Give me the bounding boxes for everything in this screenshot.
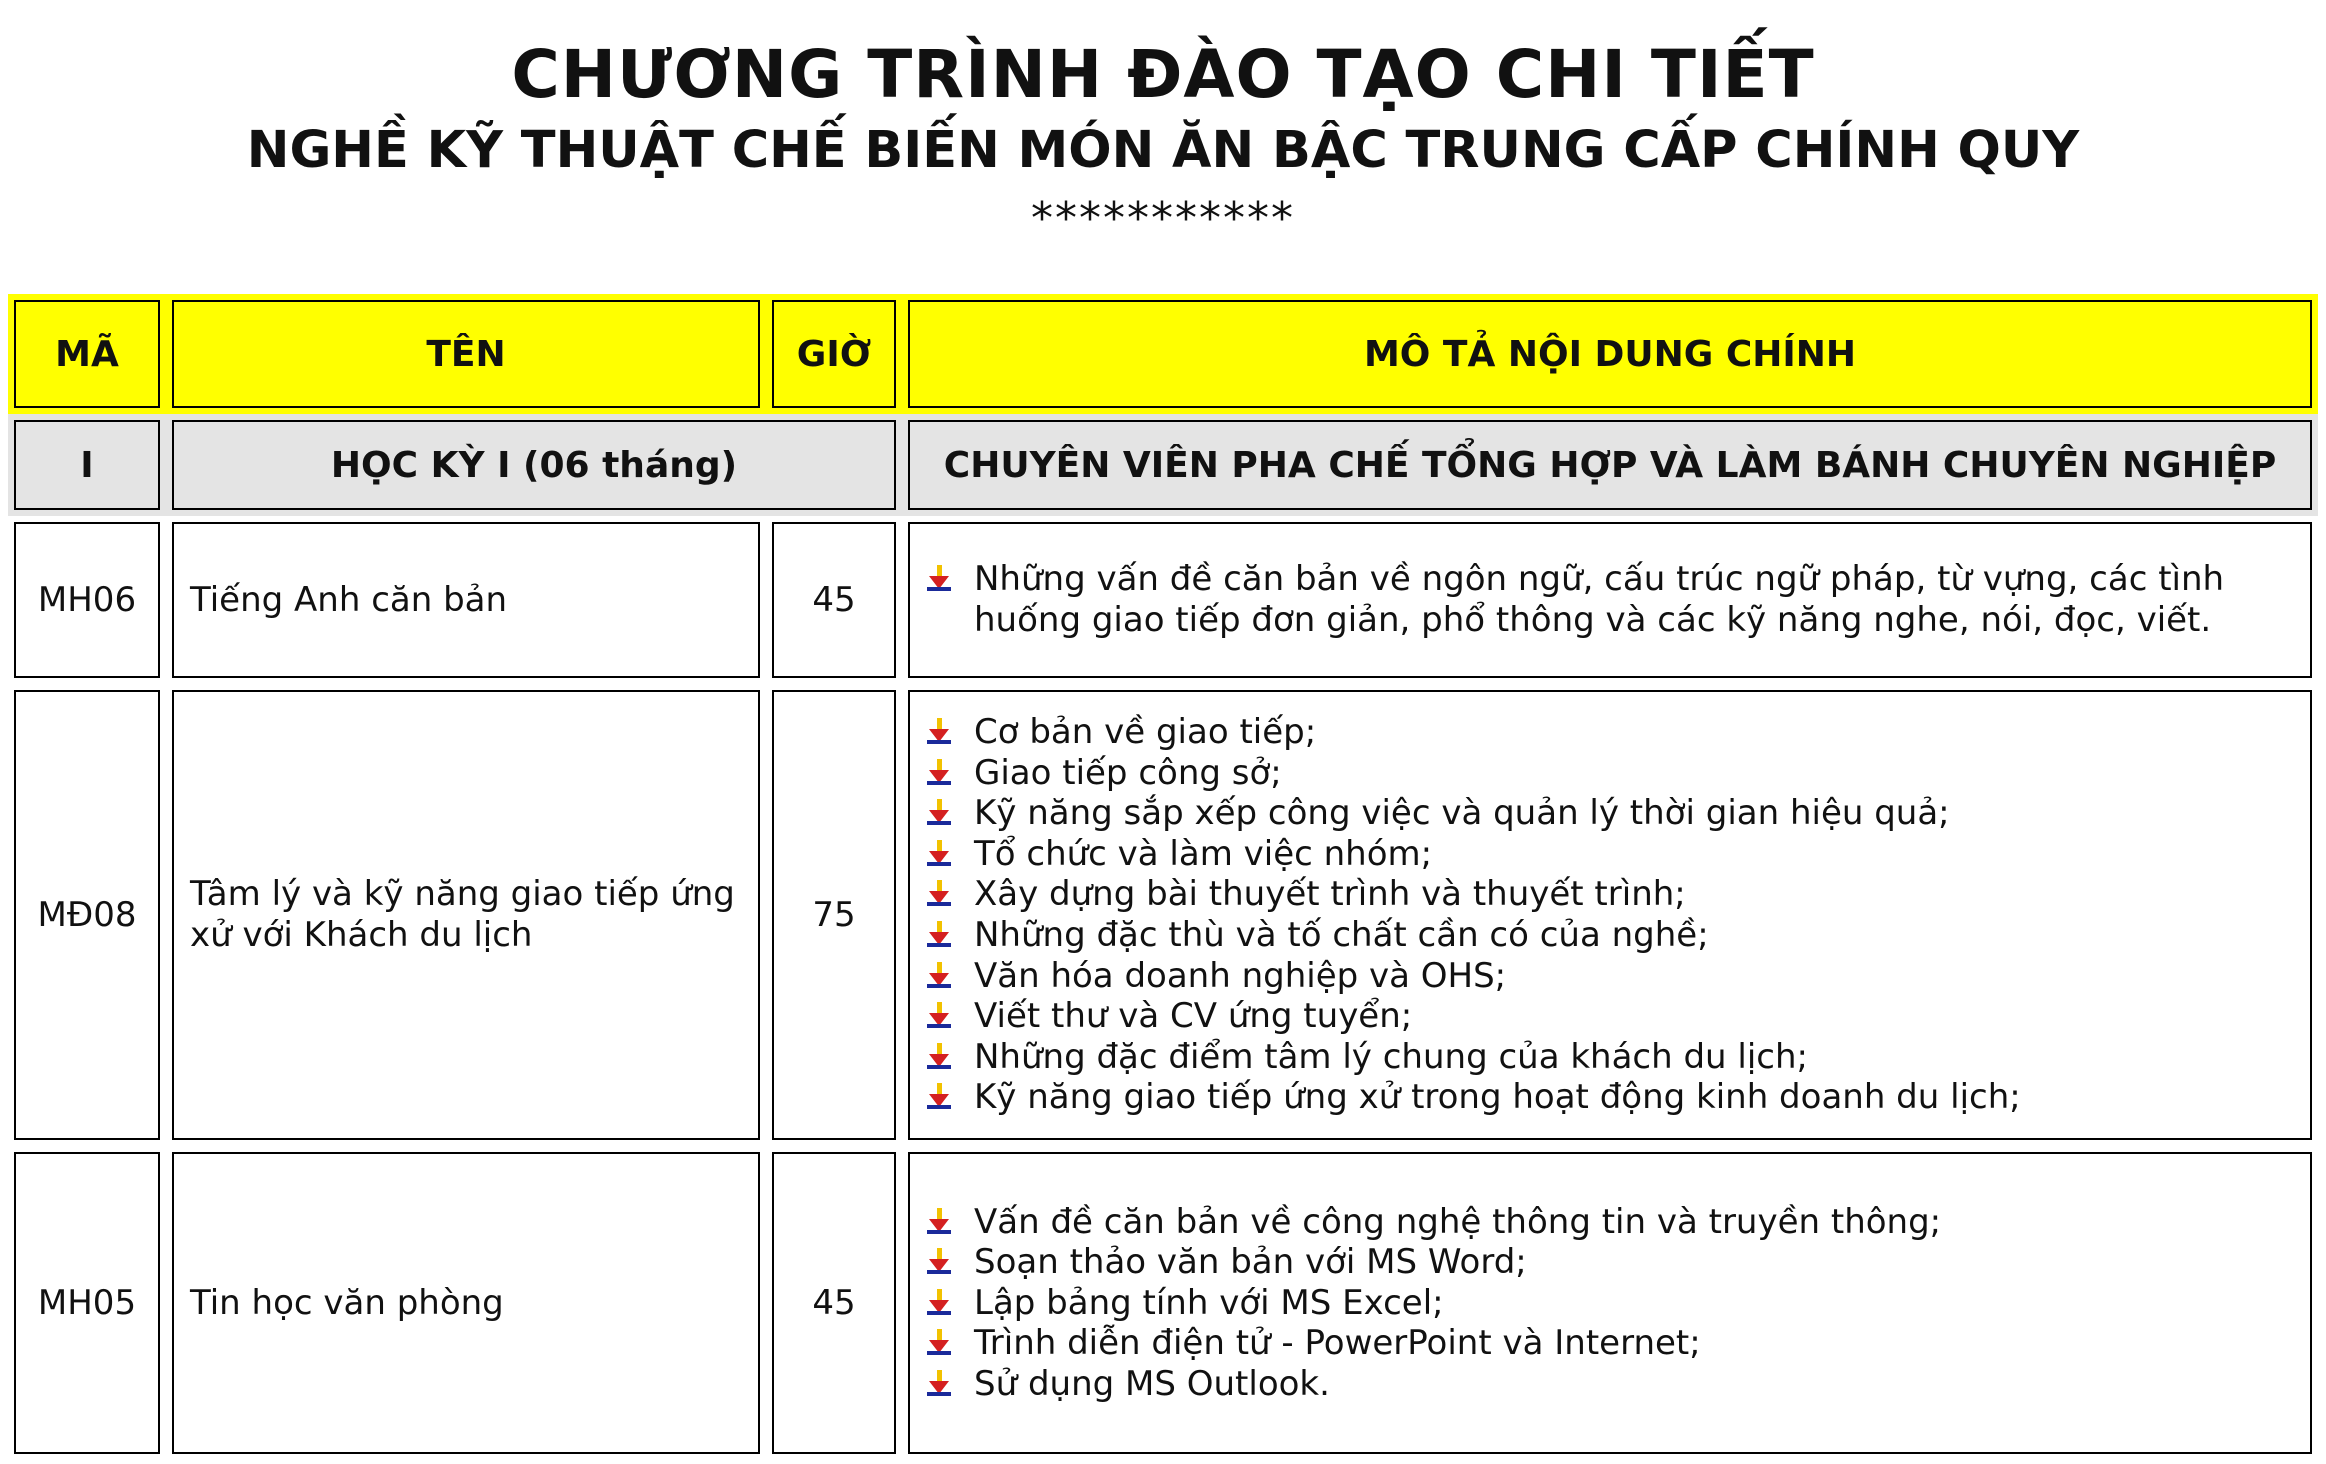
- arrow-down-bullet-icon: [926, 1289, 952, 1317]
- arrow-down-bullet-icon: [926, 840, 952, 868]
- row-1-name: Tiếng Anh căn bản: [190, 579, 508, 620]
- row-3-name: Tin học văn phòng: [190, 1282, 504, 1323]
- column-header-name-label: TÊN: [426, 333, 506, 375]
- description-item-text: Lập bảng tính với MS Excel;: [974, 1282, 1444, 1323]
- row-1-hours: 45: [812, 579, 856, 620]
- star-separator: ***********: [1031, 193, 1295, 244]
- row-1-description-list: [920, 559, 2302, 640]
- row-2-code: MĐ08: [37, 894, 137, 935]
- row-2-description-list: [920, 712, 2302, 1118]
- description-item: [920, 956, 2302, 997]
- description-item: [920, 712, 2302, 753]
- description-item: [920, 793, 2302, 834]
- row-1-code-cell: [8, 516, 166, 684]
- description-item: [920, 753, 2302, 794]
- row-2-description-cell: [902, 684, 2318, 1146]
- row-3-code-cell: [8, 1146, 166, 1460]
- row-2-code-cell: [8, 684, 166, 1146]
- semester-code-cell: [8, 414, 166, 516]
- row-3-code: MH05: [37, 1282, 137, 1323]
- description-item: [920, 874, 2302, 915]
- column-header-code: [8, 294, 166, 414]
- row-2-name: Tâm lý và kỹ năng giao tiếp ứng xử với Khách du lịch: [190, 874, 735, 955]
- row-1-code: MH06: [37, 579, 137, 620]
- arrow-down-bullet-icon: [926, 565, 952, 593]
- description-item: [920, 559, 2302, 640]
- description-item: [920, 1202, 2302, 1243]
- arrow-down-bullet-icon: [926, 1043, 952, 1071]
- column-header-hours: [766, 294, 902, 414]
- description-item-text: Những đặc thù và tố chất cần có của nghề;: [974, 915, 1709, 955]
- row-3-description-cell: [902, 1146, 2318, 1460]
- description-item: [920, 1364, 2302, 1405]
- row-3-name-cell: [166, 1146, 766, 1460]
- column-header-hours-label: GIỜ: [796, 333, 872, 375]
- arrow-down-bullet-icon: [926, 1083, 952, 1111]
- row-2-name-cell: [166, 684, 766, 1146]
- semester-description: CHUYÊN VIÊN PHA CHẾ TỔNG HỢP VÀ LÀM BÁNH CHUYÊN NGHIỆP: [943, 444, 2277, 486]
- row-3-hours-cell: [766, 1146, 902, 1460]
- page-title: CHƯƠNG TRÌNH ĐÀO TẠO CHI TIẾT: [511, 36, 1815, 113]
- arrow-down-bullet-icon: [926, 1208, 952, 1236]
- arrow-down-bullet-icon: [926, 962, 952, 990]
- description-item: [920, 996, 2302, 1037]
- description-item-text: Những đặc điểm tâm lý chung của khách du lịch;: [974, 1036, 1808, 1077]
- arrow-down-bullet-icon: [926, 880, 952, 908]
- description-item-text: Cơ bản về giao tiếp;: [974, 712, 1317, 753]
- description-item: [920, 1077, 2302, 1118]
- semester-description-cell: [902, 414, 2318, 516]
- arrow-down-bullet-icon: [926, 759, 952, 787]
- column-header-name: [166, 294, 766, 414]
- arrow-down-bullet-icon: [926, 921, 952, 949]
- arrow-down-bullet-icon: [926, 1248, 952, 1276]
- row-1-description-cell: [902, 516, 2318, 684]
- arrow-down-bullet-icon: [926, 799, 952, 827]
- description-item-text: Kỹ năng sắp xếp công việc và quản lý thời gian hiệu quả;: [974, 793, 1950, 834]
- semester-name: HỌC KỲ I (06 tháng): [330, 444, 738, 486]
- description-item: [920, 915, 2302, 956]
- column-header-description: [902, 294, 2318, 414]
- description-item: [920, 1283, 2302, 1324]
- semester-code: I: [80, 444, 94, 486]
- row-1-name-cell: [166, 516, 766, 684]
- curriculum-table: [8, 294, 2318, 1460]
- semester-name-cell: [166, 414, 902, 516]
- arrow-down-bullet-icon: [926, 718, 952, 746]
- description-item: [920, 1323, 2302, 1364]
- row-2-hours-cell: [766, 684, 902, 1146]
- description-item-text: Xây dựng bài thuyết trình và thuyết trình;: [974, 874, 1686, 915]
- column-header-description-label: MÔ TẢ NỘI DUNG CHÍNH: [1363, 333, 1857, 375]
- row-3-description-list: [920, 1202, 2302, 1405]
- arrow-down-bullet-icon: [926, 1370, 952, 1398]
- description-item-text: Sử dụng MS Outlook.: [974, 1363, 1330, 1404]
- description-item-text: Kỹ năng giao tiếp ứng xử trong hoạt động kinh doanh du lịch;: [974, 1077, 2021, 1118]
- arrow-down-bullet-icon: [926, 1002, 952, 1030]
- description-item: [920, 1037, 2302, 1078]
- description-item-text: Soạn thảo văn bản với MS Word;: [974, 1242, 1527, 1283]
- row-2-hours: 75: [812, 894, 856, 935]
- description-item-text: Vấn đề căn bản về công nghệ thông tin và truyền thông;: [974, 1201, 1942, 1242]
- description-item: [920, 1242, 2302, 1283]
- description-item-text: Văn hóa doanh nghiệp và OHS;: [974, 955, 1507, 996]
- description-item-text: Viết thư và CV ứng tuyển;: [974, 996, 1413, 1037]
- arrow-down-bullet-icon: [926, 1329, 952, 1357]
- description-item-text: Trình diễn điện tử - PowerPoint và Internet;: [974, 1323, 1701, 1364]
- description-item: [920, 834, 2302, 875]
- description-item-text: Tổ chức và làm việc nhóm;: [974, 833, 1433, 874]
- page-subtitle: NGHỀ KỸ THUẬT CHẾ BIẾN MÓN ĂN BẬC TRUNG CẤP CHÍNH QUY: [246, 121, 2080, 180]
- description-item-text: Những vấn đề căn bản về ngôn ngữ, cấu trúc ngữ pháp, từ vựng, các tình huống giao tiếp đơn giản, phổ thông và các kỹ năng nghe, nói, đọc, viết.: [974, 559, 2225, 640]
- description-item-text: Giao tiếp công sở;: [974, 752, 1282, 793]
- row-3-hours: 45: [812, 1282, 856, 1323]
- row-1-hours-cell: [766, 516, 902, 684]
- column-header-code-label: MÃ: [55, 333, 119, 375]
